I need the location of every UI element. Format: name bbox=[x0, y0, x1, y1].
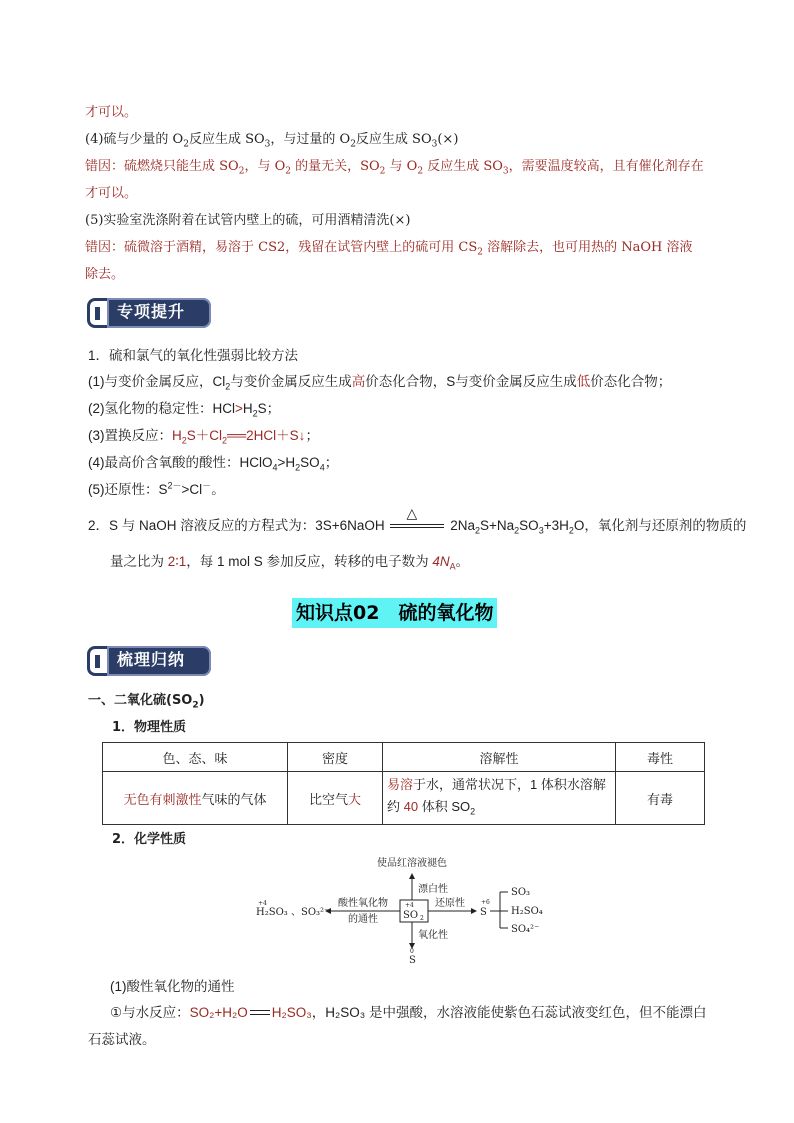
table-cell-solubility: 易溶于水，通常状况下，1 体积水溶解约 40 体积 $SO_2$ bbox=[383, 772, 616, 825]
table-cell-density: 比空气大 bbox=[288, 772, 383, 825]
banner-label: 专项提升 bbox=[107, 298, 211, 328]
diagram-acid-label-2: 的通性 bbox=[348, 914, 378, 925]
heat-triangle-icon: △ bbox=[406, 505, 418, 522]
water-reaction-line: ①与水反应：SO₂+H₂O H₂SO₃，H₂SO₃ 是中强酸，水溶液能使紫色石蕊试液变红色，但不能漂白 bbox=[110, 1005, 707, 1020]
upgrade-item-1: 1．硫和氯气的氧化性强弱比较方法 bbox=[88, 348, 299, 363]
diagram-top-label: 使品红溶液褪色 bbox=[377, 858, 447, 869]
upgrade-item-1-5: (5)还原性：$S^{2-}>Cl^-$。 bbox=[88, 480, 225, 497]
table-header-row bbox=[103, 743, 705, 772]
oxidation-state: 0 bbox=[410, 948, 414, 955]
oxidation-state: +6 bbox=[481, 899, 490, 906]
diagram-left-products: H₂SO₃ 、SO₃²⁻ bbox=[256, 907, 330, 918]
error-reason-5-cont: 除去。 bbox=[85, 267, 125, 282]
diagram-oxid-label: 氧化性 bbox=[418, 930, 448, 941]
diagram-product-so3: SO₃ bbox=[511, 887, 531, 898]
upgrade-item-2: 2．S 与 NaOH 溶液反应的方程式为：3S+6NaOH △ $2Na_2S+Na_2SO_3+3H_2O$，氧化剂与还原剂的物质的 bbox=[88, 505, 747, 536]
clip-icon bbox=[87, 646, 109, 676]
upgrade-item-2-cont: 量之比为 2∶1，每 1 mol S 参加反应，转移的电子数为 $4N_A$。 bbox=[110, 554, 470, 572]
so2-heading: 一、二氧化硫$(SO_2)$ bbox=[88, 693, 205, 711]
table-cell-toxicity: 有毒 bbox=[616, 772, 705, 825]
text-line: 才可以。 bbox=[85, 105, 138, 120]
statement-5: (5)实验室洗涤附着在试管内壁上的硫，可用酒精清洗(×) bbox=[85, 213, 411, 228]
water-reaction-line-cont: 石蕊试液。 bbox=[88, 1032, 156, 1047]
chemical-properties-heading: 2．化学性质 bbox=[112, 832, 187, 847]
upgrade-item-1-4: (4)最高价含氧酸的酸性：$HClO_4>H_2SO_4$； bbox=[88, 455, 339, 473]
error-reason-5: 错因：硫微溶于酒精，易溶于 CS2，残留在试管内壁上的硫可用 $CS_2$ 溶解除去，也可用热的 NaOH 溶液 bbox=[85, 240, 693, 258]
statement-4: (4)硫与少量的 $O_2$反应生成 $SO_3$，与过量的 $O_2$反应生成 $SO_3(\times)$ bbox=[85, 132, 459, 150]
upgrade-item-1-2: (2)氢化物的稳定性：$HCl>H_2S$； bbox=[88, 401, 281, 419]
diagram-product-h2so4: H₂SO₄ bbox=[511, 906, 543, 917]
equilibrium-arrow-icon bbox=[248, 1008, 272, 1018]
table-header: 色、态、味 bbox=[103, 743, 288, 772]
so2-property-diagram bbox=[250, 850, 560, 970]
table-header: 密度 bbox=[288, 743, 383, 772]
diagram-right-s: S bbox=[480, 907, 487, 918]
physical-properties-heading: 1．物理性质 bbox=[112, 720, 187, 735]
diagram-product-so4: SO₄²⁻ bbox=[511, 924, 540, 935]
table-header: 毒性 bbox=[616, 743, 705, 772]
oxidation-state: +4 bbox=[405, 902, 414, 909]
error-reason-4: 错因：硫燃烧只能生成 $SO_2$，与 $O_2$ 的量无关，$SO_2$ 与 $O_2$ 反应生成 $SO_3$，需要温度较高，且有催化剂存在 bbox=[85, 159, 704, 177]
clip-icon bbox=[87, 298, 109, 328]
table-cell-color: 无色有刺激性气味的气体 bbox=[103, 772, 288, 825]
upgrade-item-1-1: (1)与变价金属反应，$Cl_2$与变价金属反应生成高价态化合物，S与变价金属反应生成低价态化合物； bbox=[88, 374, 672, 392]
physical-properties-table bbox=[102, 742, 705, 825]
acid-oxide-heading: (1)酸性氧化物的通性 bbox=[110, 979, 235, 994]
so2-center-label: SO bbox=[403, 910, 419, 921]
banner-label: 梳理归纳 bbox=[107, 646, 211, 676]
diagram-bottom-s: S bbox=[409, 955, 416, 966]
diagram-reduce-label: 还原性 bbox=[435, 898, 465, 909]
diagram-bleach-label: 漂白性 bbox=[418, 884, 448, 895]
table-header: 溶解性 bbox=[383, 743, 616, 772]
section-banner-summary bbox=[87, 646, 211, 676]
table-row bbox=[103, 772, 705, 825]
knowledge-point-title: 知识点02 硫的氧化物 bbox=[292, 598, 497, 628]
subscript: 2 bbox=[420, 915, 424, 922]
oxidation-state: +4 bbox=[258, 900, 267, 907]
diagram-acid-label: 酸性氧化物 bbox=[338, 898, 388, 909]
section-banner-upgrade bbox=[87, 298, 211, 328]
upgrade-item-1-3: (3)置换反应：$H_2S+Cl_2══2HCl+S↓$； bbox=[88, 428, 319, 446]
error-reason-4-cont: 才可以。 bbox=[85, 186, 138, 201]
